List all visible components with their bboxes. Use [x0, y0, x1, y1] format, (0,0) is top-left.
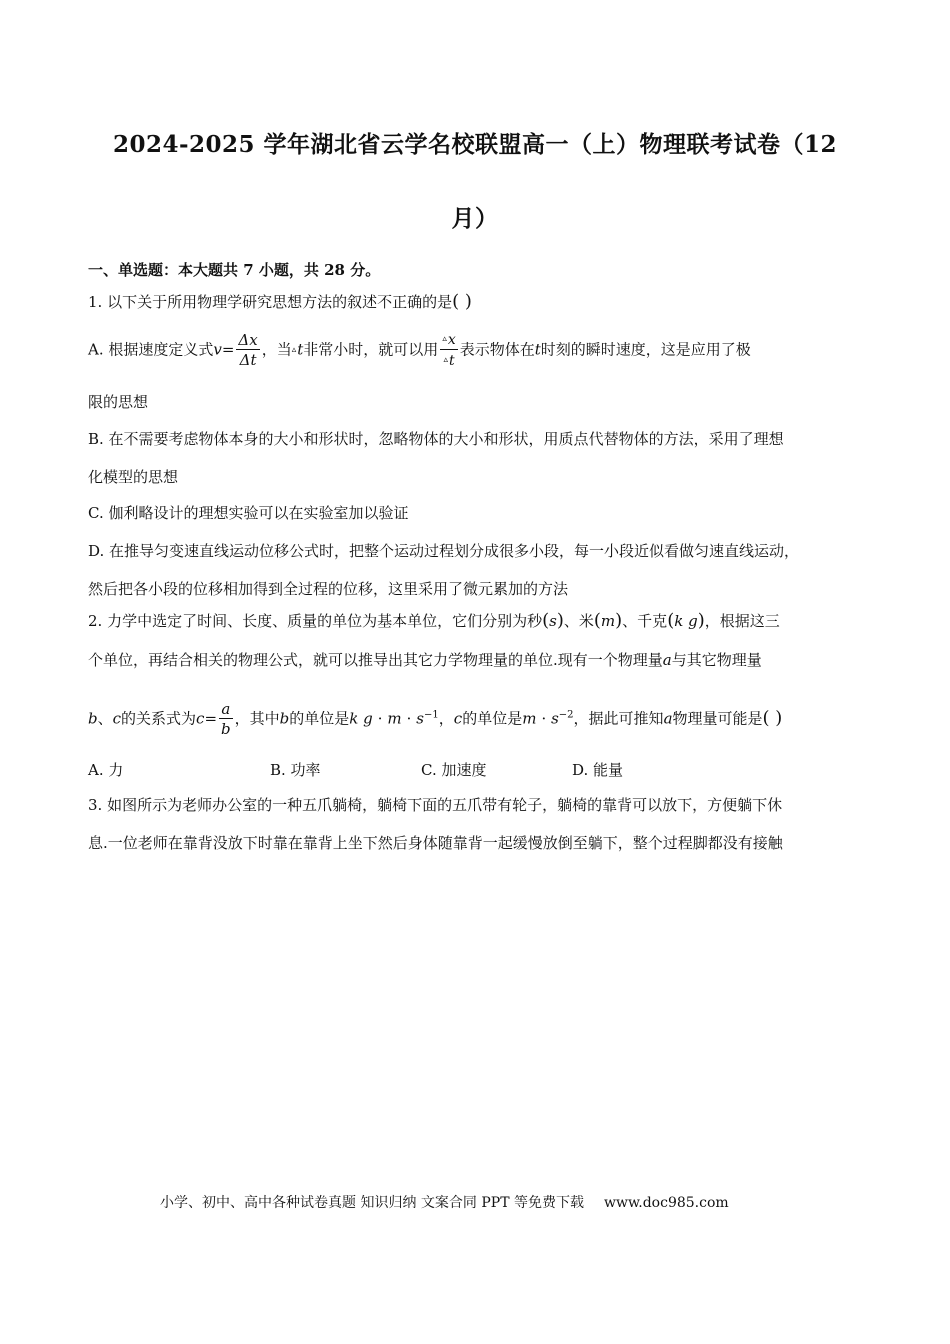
section-heading: 一、单选题：本大题共 7 小题，共 28 分。 [88, 261, 381, 279]
page-footer [160, 1192, 729, 1212]
q1-option-c: C. 伽利略设计的理想实验可以在实验室加以验证 [88, 504, 409, 522]
velocity-fraction: $\frac{\Delta x}{\Delta t}$ [238, 331, 258, 369]
q2-option-b: B. 功率 [270, 761, 321, 779]
delta-fraction: $\frac{^▵x}{^▵t}$ [442, 332, 456, 369]
exam-title-line1: 2024-2025 学年湖北省云学名校联盟高一（上）物理联考试卷（12 [112, 131, 838, 158]
q2-option-d: D. 能量 [572, 761, 624, 779]
q2-option-a: A. 力 [88, 761, 124, 779]
q1-option-d: D. 在推导匀变速直线运动位移公式时，把整个运动过程划分成很多小段，每一小段近似看做匀速直线运动， [88, 542, 800, 560]
q1-option-a-cont: 限的思想 [88, 393, 149, 411]
footer-url[interactable]: www.doc985.com [603, 1195, 729, 1211]
ratio-fraction: $\frac{a}{b}$ [221, 700, 231, 738]
q2-line3: b、c的关系式为c= $\frac{a}{b}$ ，其中b的单位是k $g \cdot m \cdot s^{-1}$，c的单位是$m \cdot s^{-2}$，据此可推知a物理量可能是( ) [88, 700, 783, 738]
q2-line1: 2. 力学中选定了时间、长度、质量的单位为基本单位，它们分别为秒(s)、米(m)、千克(k g)，根据这三 [88, 610, 780, 631]
q1-option-b: B. 在不需要考虑物体本身的大小和形状时，忽略物体的大小和形状，用质点代替物体的方法，采用了理想 [88, 430, 784, 448]
q1-option-b-cont: 化模型的思想 [88, 468, 179, 486]
exam-title-line2: 月） [451, 205, 499, 232]
footer-text: 小学、初中、高中各种试卷真题 知识归纳 文案合同 PPT 等免费下载 [160, 1195, 584, 1211]
q1-option-a: A. 根据速度定义式v= $\frac{\Delta x}{\Delta t}$ ，当▵t非常小时，就可以用 $\frac{^▵x}{^▵t}$ 表示物体在t时刻的瞬时速度，这是应用了极 [88, 331, 751, 369]
q3-line2: 息.一位老师在靠背没放下时靠在靠背上坐下然后身体随靠背一起缓慢放倒至躺下，整个过程脚都没有接触 [88, 834, 783, 852]
q2-line2: 个单位，再结合相关的物理公式，就可以推导出其它力学物理量的单位.现有一个物理量a与其它物理量 [88, 651, 762, 669]
q2-option-c: C. 加速度 [421, 761, 487, 779]
q1-stem: 1. 以下关于所用物理学研究思想方法的叙述不正确的是( ) [88, 291, 472, 312]
q1-option-d-cont: 然后把各小段的位移相加得到全过程的位移，这里采用了微元累加的方法 [88, 580, 569, 598]
q3-line1: 3. 如图所示为老师办公室的一种五爪躺椅，躺椅下面的五爪带有轮子，躺椅的靠背可以放下，方便躺下休 [88, 796, 783, 814]
